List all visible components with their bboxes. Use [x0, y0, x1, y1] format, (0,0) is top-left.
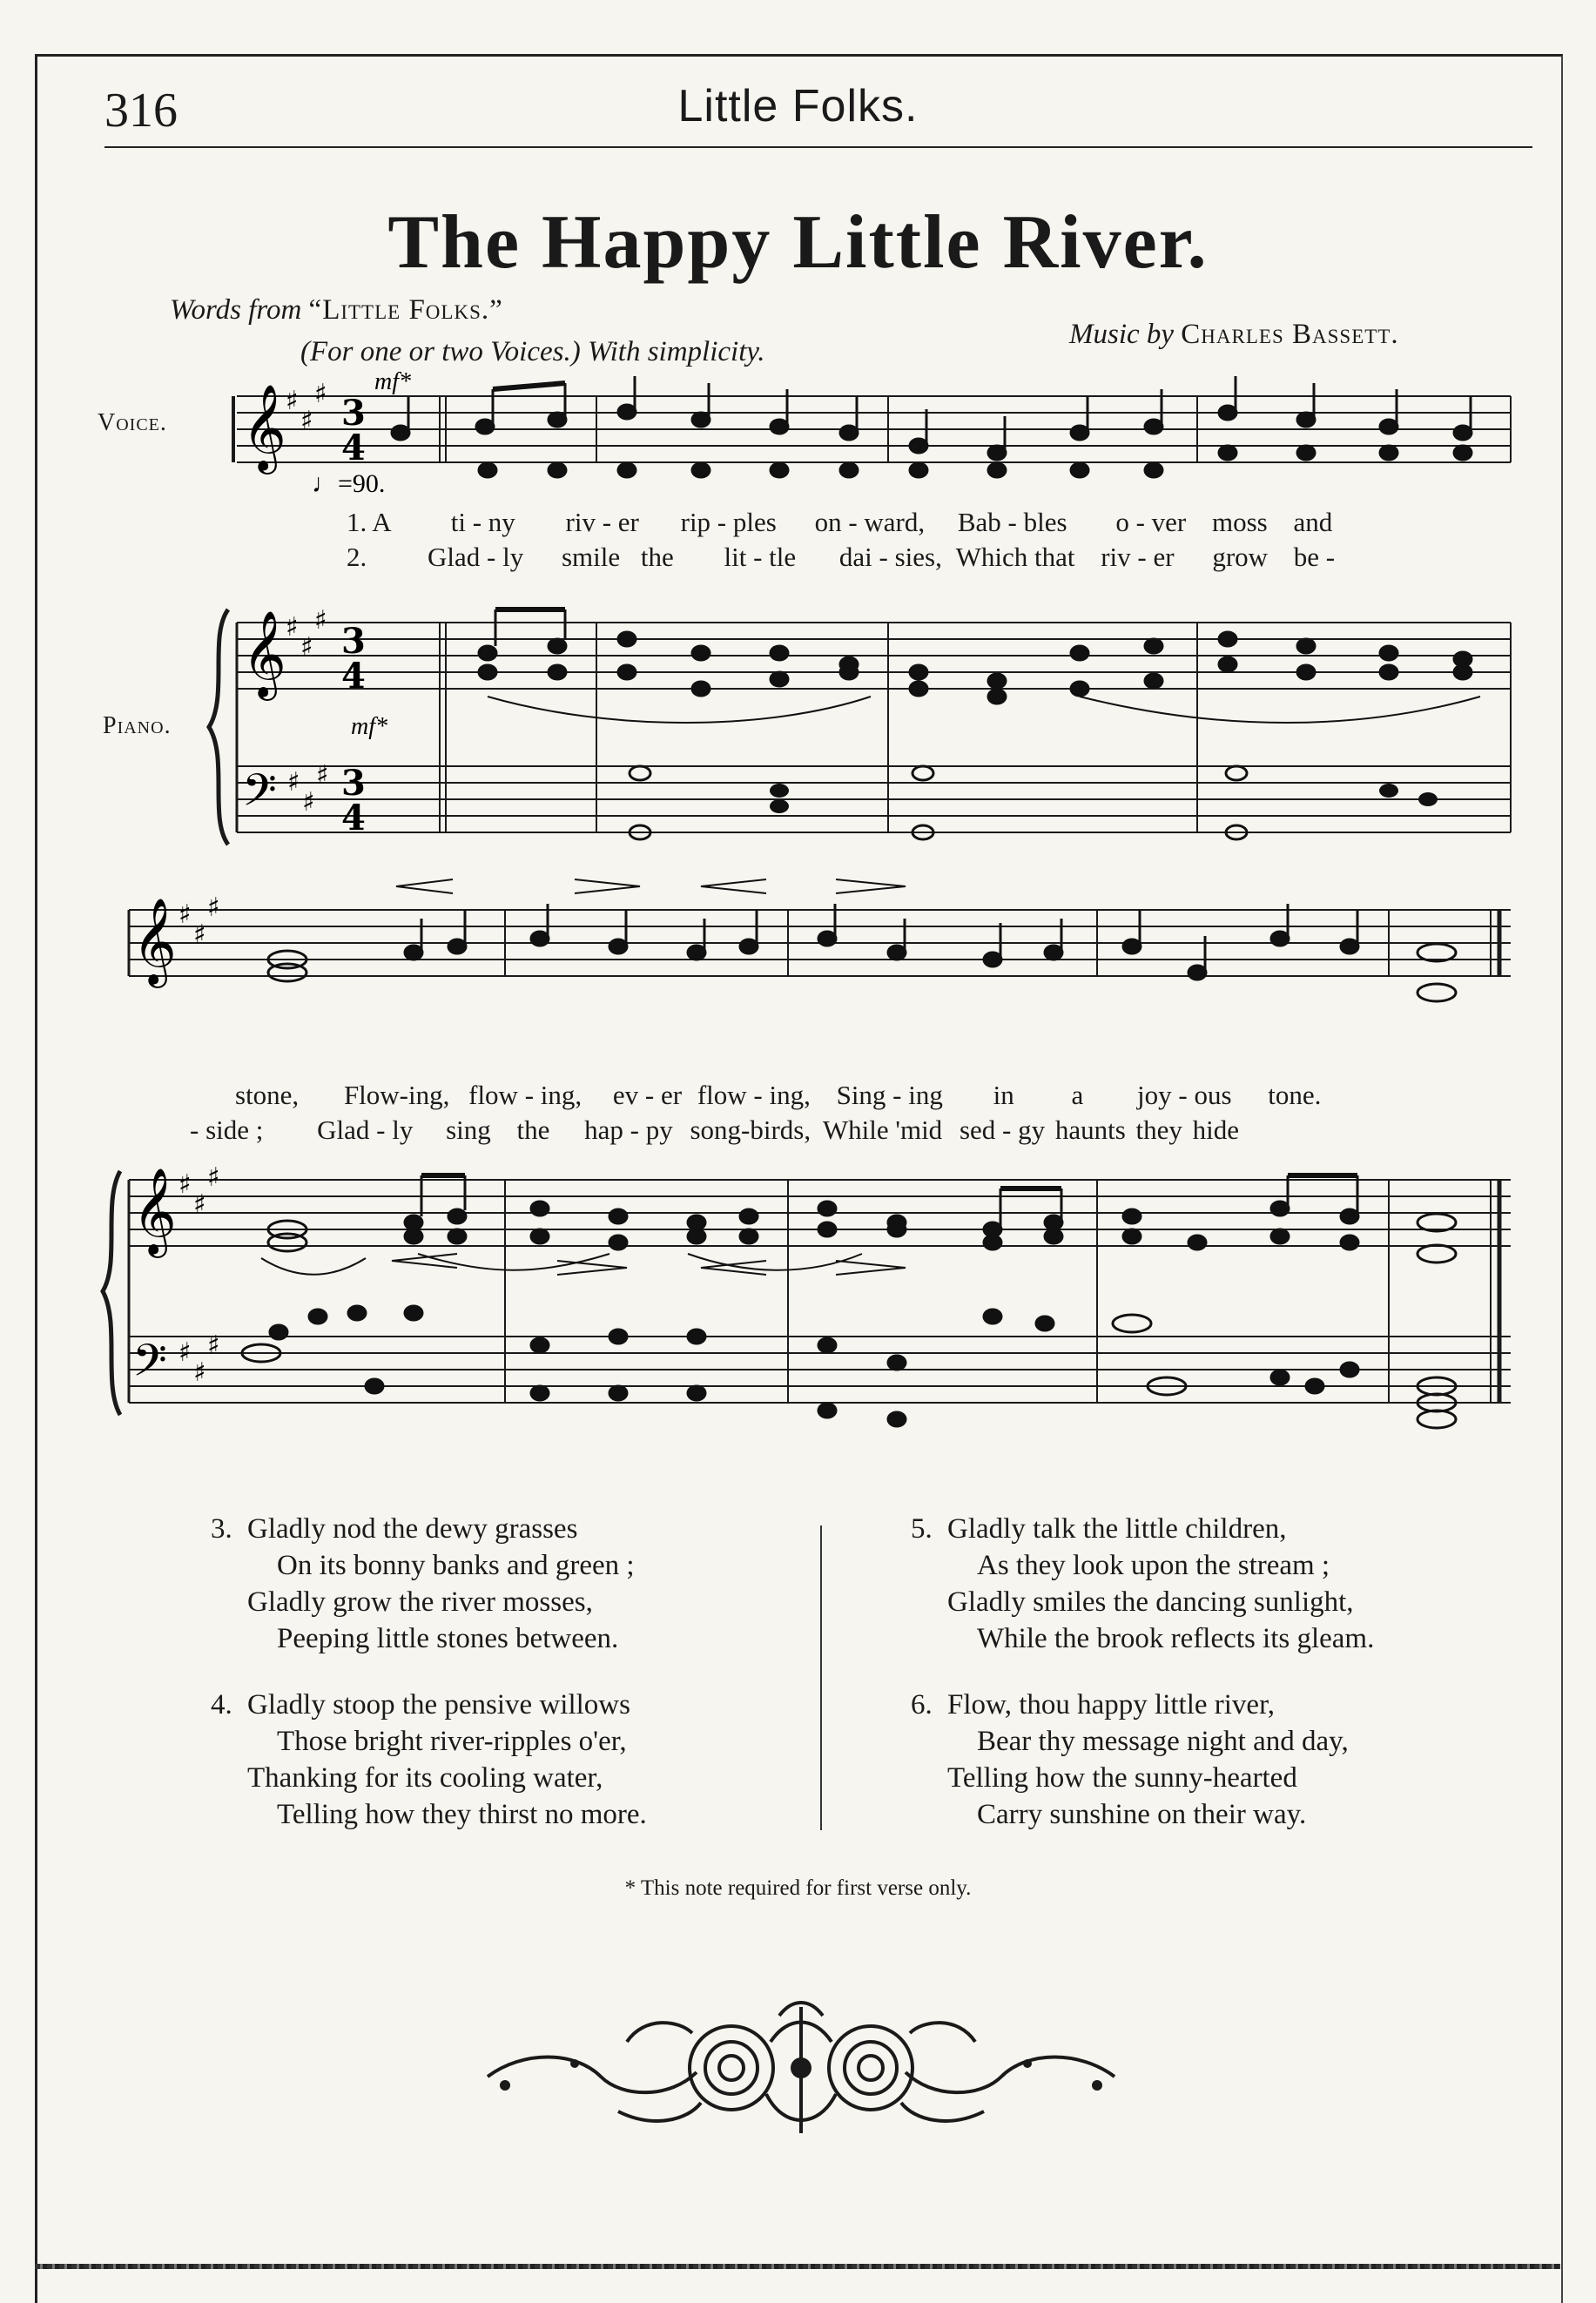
- lyric-syllable: sing: [446, 1114, 491, 1145]
- piano-label: Piano.: [103, 712, 172, 739]
- treble-clef-icon: 𝄞: [242, 384, 286, 471]
- lyric-syllable: song-birds,: [690, 1114, 811, 1145]
- svg-text:4: 4: [341, 656, 366, 697]
- svg-text:♯: ♯: [178, 1169, 192, 1200]
- verse-line: While the brook reflects its gleam.: [977, 1623, 1375, 1654]
- verse-line: Telling how the sunny-hearted: [947, 1762, 1297, 1794]
- lyric-syllable: 2.: [347, 542, 367, 572]
- dynamic-piano: mf*: [351, 713, 387, 740]
- lyric-syllable: hide: [1192, 1114, 1240, 1145]
- svg-text:3: 3: [341, 621, 366, 662]
- lyrics-verse1-system1: [347, 507, 1332, 538]
- svg-text:♯: ♯: [207, 1330, 220, 1361]
- lyrics-verse2-system2: [190, 1114, 1239, 1146]
- lyric-syllable: flow - ing,: [697, 1080, 811, 1110]
- words-credit-source: “Little Folks.”: [308, 294, 503, 326]
- lyric-syllable: on - ward,: [814, 507, 926, 537]
- lyric-syllable: haunts: [1054, 1114, 1126, 1145]
- verse-line: Peeping little stones between.: [277, 1623, 619, 1654]
- dynamic-voice: mf*: [374, 368, 411, 395]
- lyrics-verse1-system2: [235, 1080, 1321, 1111]
- piano-brace: [103, 1171, 120, 1415]
- page-number: 316: [104, 84, 178, 138]
- bottom-rule: [35, 2264, 1560, 2269]
- lyric-syllable: Bab - bles: [957, 507, 1067, 537]
- lyric-syllable: Glad - ly: [428, 542, 524, 572]
- lyric-syllable: sed - gy: [959, 1114, 1046, 1145]
- svg-text:♯: ♯: [300, 406, 313, 436]
- verse-number: 5.: [911, 1513, 933, 1545]
- verse-line: On its bonny banks and green ;: [277, 1550, 635, 1581]
- lyric-syllable: Flow-ing,: [343, 1080, 450, 1110]
- verse-3: [211, 1511, 635, 1657]
- lyric-syllable: riv - er: [1101, 542, 1175, 572]
- time-signature-1: [341, 393, 366, 838]
- lyric-syllable: joy - ous: [1137, 1080, 1232, 1110]
- svg-text:♯: ♯: [287, 767, 300, 798]
- verse-line: As they look upon the stream ;: [977, 1550, 1330, 1581]
- piano-treble-staff-1: [237, 623, 1511, 689]
- verse-number: 6.: [911, 1689, 933, 1721]
- lyrics-verse2-system1: [347, 542, 1335, 573]
- music-credit-name: Charles Bassett.: [1181, 319, 1399, 350]
- footnote: * This note required for first verse only.: [624, 1876, 972, 1900]
- scrollwork-ornament-icon: [470, 1981, 1132, 2146]
- svg-text:♯: ♯: [193, 1189, 206, 1220]
- key-signature-1: [286, 379, 329, 818]
- verse-divider: [820, 1525, 822, 1830]
- svg-text:♯: ♯: [286, 386, 299, 416]
- piano-brace: [209, 609, 228, 845]
- verse-line: Flow, thou happy little river,: [947, 1689, 1275, 1721]
- lyric-syllable: smile: [561, 542, 621, 572]
- verse-6: [911, 1687, 1349, 1833]
- running-head: Little Folks.: [677, 81, 919, 131]
- verse-line: Thanking for its cooling water,: [247, 1762, 603, 1794]
- voice-staff-1: [237, 396, 1511, 462]
- verse-line: Gladly grow the river mosses,: [247, 1586, 593, 1618]
- svg-text:4: 4: [341, 428, 366, 468]
- svg-text:♯: ♯: [193, 1357, 206, 1388]
- tempo-marking: ♩=90.: [312, 469, 386, 498]
- words-credit-prefix: Words from: [170, 294, 302, 326]
- svg-text:♯: ♯: [300, 632, 313, 663]
- verse-line: Gladly stoop the pensive willows: [247, 1689, 630, 1721]
- lyric-syllable: the: [516, 1114, 550, 1145]
- lyric-syllable: grow: [1212, 542, 1269, 572]
- lyric-syllable: ti - ny: [450, 507, 515, 537]
- lyric-syllable: be -: [1293, 542, 1336, 572]
- lyric-syllable: While 'mid: [822, 1114, 943, 1145]
- lyric-syllable: tone.: [1268, 1080, 1322, 1110]
- phrase-slur: [1080, 697, 1480, 723]
- lyric-syllable: riv - er: [565, 507, 639, 537]
- svg-text:♯: ♯: [286, 612, 299, 643]
- lyric-syllable: in: [993, 1080, 1014, 1110]
- svg-text:♯: ♯: [207, 1162, 220, 1193]
- voice-label: Voice.: [98, 409, 167, 436]
- bass-clef-icon: 𝄢: [132, 1334, 167, 1397]
- svg-text:♯: ♯: [316, 760, 329, 791]
- svg-text:♯: ♯: [207, 892, 220, 923]
- verse-line: Gladly talk the little children,: [947, 1513, 1287, 1545]
- verse-line: Those bright river-ripples o'er,: [277, 1726, 627, 1757]
- svg-text:♯: ♯: [193, 919, 206, 950]
- piano-treble-notes-2: [268, 1175, 1456, 1263]
- treble-clef-icon: 𝄞: [132, 1168, 177, 1255]
- lyric-syllable: a: [1071, 1080, 1084, 1110]
- piano-bass-notes-1: [630, 766, 1247, 839]
- svg-text:♯: ♯: [302, 787, 315, 818]
- svg-text:♯: ♯: [178, 1337, 192, 1368]
- verse-line: Gladly smiles the dancing sunlight,: [947, 1586, 1354, 1618]
- lyric-syllable: lit - tle: [724, 542, 797, 572]
- svg-text:♯: ♯: [178, 899, 192, 930]
- lyric-syllable: dai - sies,: [838, 542, 942, 572]
- svg-text:♯: ♯: [314, 379, 327, 409]
- verse-5: [911, 1511, 1374, 1657]
- lyric-syllable: Glad - ly: [317, 1114, 414, 1145]
- lyric-syllable: Which that: [955, 542, 1075, 572]
- verse-number: 3.: [211, 1513, 232, 1545]
- lyric-syllable: hap - py: [584, 1114, 673, 1145]
- lyric-syllable: moss: [1211, 507, 1268, 537]
- svg-text:4: 4: [341, 798, 366, 838]
- verse-line: Telling how they thirst no more.: [277, 1799, 647, 1830]
- system-1: [209, 368, 1511, 845]
- lyric-syllable: flow - ing,: [468, 1080, 583, 1110]
- lyric-syllable: Sing - ing: [836, 1080, 943, 1110]
- lyric-syllable: o - ver: [1115, 507, 1187, 537]
- phrase-slur: [488, 697, 871, 723]
- music-credit-prefix: Music by: [1069, 319, 1175, 350]
- lyric-syllable: the: [640, 542, 674, 572]
- verse-number: 4.: [211, 1689, 232, 1721]
- lyric-syllable: stone,: [235, 1080, 300, 1110]
- verse-4: [211, 1687, 647, 1833]
- song-title: The Happy Little River.: [387, 200, 1209, 285]
- verse-line: Carry sunshine on their way.: [977, 1799, 1307, 1830]
- svg-text:3: 3: [341, 763, 366, 804]
- svg-text:♯: ♯: [314, 605, 327, 636]
- piano-bass-staff-1: [237, 766, 1511, 832]
- svg-text:3: 3: [341, 393, 366, 434]
- voice-notes-2: [268, 904, 1456, 1001]
- treble-clef-icon: 𝄞: [132, 898, 177, 985]
- lyric-syllable: rip - ples: [680, 507, 777, 537]
- verse-line: Gladly nod the dewy grasses: [247, 1513, 578, 1545]
- voices-note: (For one or two Voices.): [300, 336, 581, 367]
- lyric-syllable: 1. A: [347, 507, 390, 537]
- lyric-syllable: and: [1293, 507, 1333, 537]
- verse-line: Bear thy message night and day,: [977, 1726, 1349, 1757]
- system-2: [103, 879, 1511, 1428]
- lyric-syllable: - side ;: [190, 1114, 264, 1145]
- lyric-syllable: they: [1135, 1114, 1182, 1145]
- lyric-syllable: ev - er: [612, 1080, 683, 1110]
- expression-marking: With simplicity.: [587, 336, 765, 367]
- treble-clef-icon: 𝄞: [242, 610, 286, 697]
- bass-clef-icon: 𝄢: [242, 764, 277, 827]
- piano-bass-notes-2: [242, 1306, 1456, 1428]
- barlines-2: [505, 910, 1499, 1403]
